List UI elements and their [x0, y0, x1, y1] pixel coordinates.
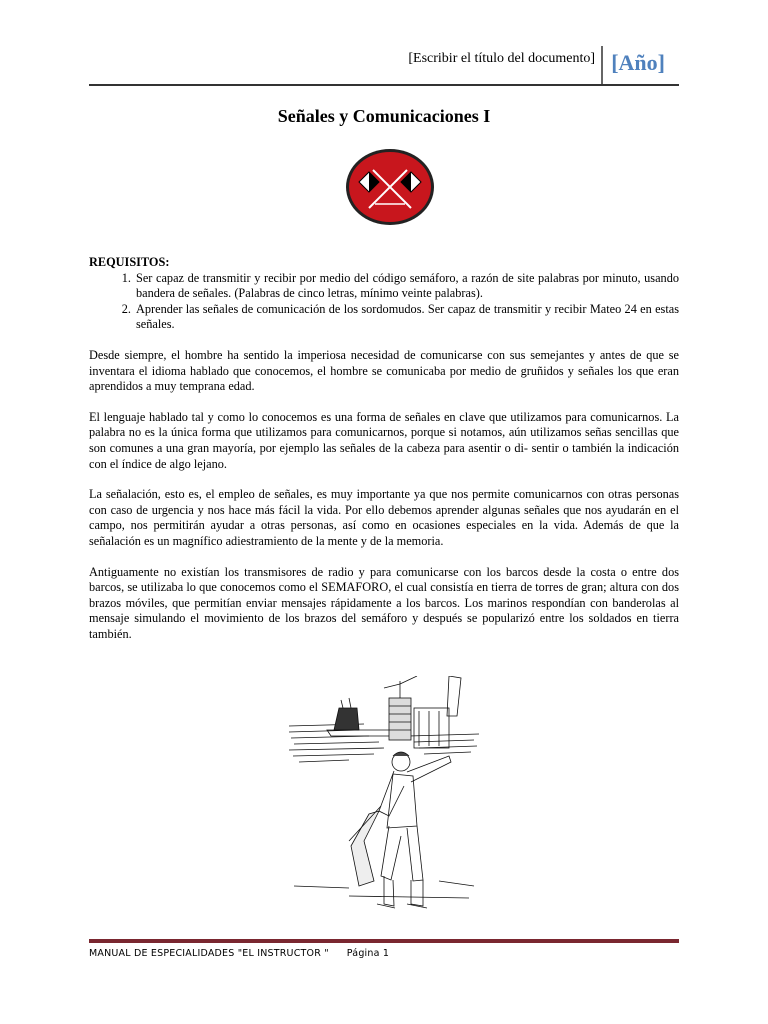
footer-page-number: Página 1 — [346, 948, 390, 959]
semaphore-badge-icon — [345, 148, 435, 226]
paragraph: El lenguaje hablado tal y como lo conocemos es una forma de señales en clave que utilizamos para comunicarnos. La palabra no es la única forma que utilizamos para comunicarnos, porque si notamos, aún utilizamos señas sencillas que son comunes a una gran mayoría, por ejemplo las señales de la cabeza para asentir o di- sentir o también la indicación con el índice de algo lejano. — [89, 409, 679, 471]
list-item: 1. Ser capaz de transmitir y recibir por medio del código semáforo, a razón de site palabras por minuto, usando bandera de señales. (Palabras de cinco letras, mínimo veinte palabras). — [134, 271, 679, 302]
list-item: 2. Aprender las señales de comunicación de los sordomudos. Ser capaz de transmitir y recibir Mateo 24 en estas señales. — [134, 302, 679, 333]
footer-manual-title: MANUAL DE ESPECIALIDADES "EL INSTRUCTOR " — [89, 948, 329, 959]
sailor-semaphore-illustration-icon — [289, 676, 479, 912]
header-year[interactable]: [Año] — [611, 50, 665, 75]
document-body — [89, 255, 679, 642]
footer-rule — [89, 939, 679, 943]
page-title: Señales y Comunicaciones I — [277, 106, 491, 126]
requirements-list — [89, 271, 679, 333]
page-header — [89, 46, 679, 84]
header-rule — [89, 84, 679, 86]
header-doc-title[interactable]: [Escribir el título del documento] — [408, 51, 595, 66]
header-divider — [601, 46, 603, 86]
page-footer — [89, 948, 407, 959]
paragraph: La señalación, esto es, el empleo de señales, es muy importante ya que nos permite comunicarnos con otras personas con caso de urgencia y nos hace más fácil la vida. Por ello debemos aprender algunas señales que nos ayudarán en el campo, nos permitirán ayudar a otras personas, así como en ocasiones especiales en la vida. Además de que la señalación es un magnífico adiestramiento de la mente y de la memoria. — [89, 487, 679, 548]
paragraph: Desde siempre, el hombre ha sentido la imperiosa necesidad de comunicarse con sus semejantes y antes de que se inventara el idioma hablado que conocemos, el hombre se comunicaba por medio de gruñidos y señales los que eran aprendidos a muy temprana edad. — [89, 347, 679, 394]
paragraph: Antiguamente no existían los transmisores de radio y para comunicarse con los barcos desde la costa o entre dos barcos, se utilizaba lo que conocemos como el SEMAFORO, el cual consistía en tierra de torres de gran; altura con dos brazos móviles, que permitían enviar mensajes rápidamente a los barcos. Los marinos respondían con banderolas al mensaje simulando el movimiento de los brazos del semáforo y después se popularizó entre los soldados en tierra también. — [89, 564, 679, 641]
requirements-heading: REQUISITOS: — [89, 255, 170, 269]
